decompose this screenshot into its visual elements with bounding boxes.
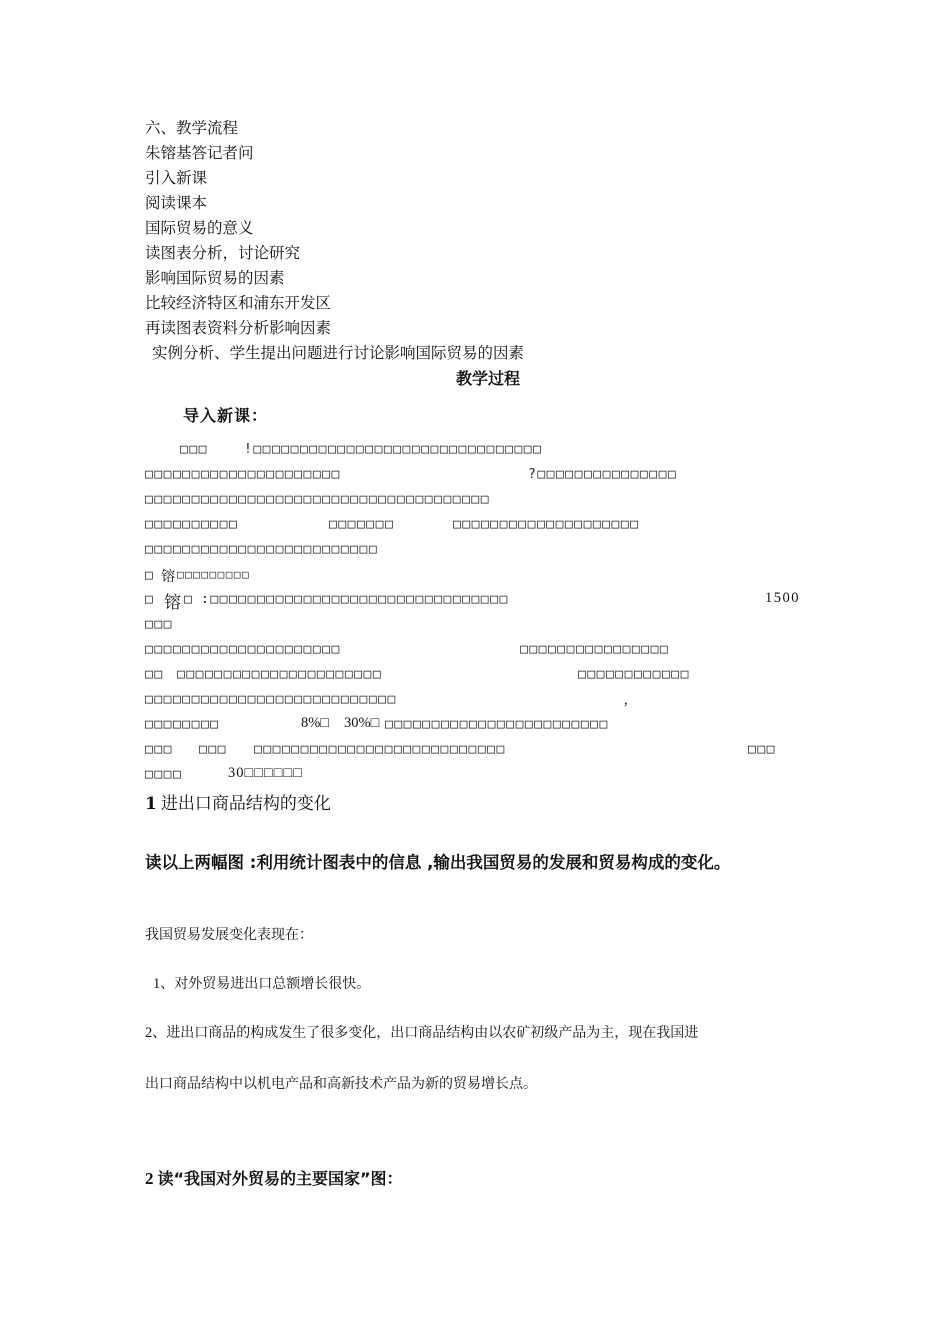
point-2-text: 、进出口商品的构成发生了很多变化，出口商品结构由以农矿初级产品为主，现在我国进 <box>152 1025 699 1041</box>
section2-number: 2 <box>145 1169 154 1188</box>
outline-item-last: 实例分析、学生提出问题进行讨论影响国际贸易的因素 <box>152 344 525 362</box>
section1-title: 进出口商品结构的变化 <box>160 794 331 814</box>
point-1-number: 1 <box>153 976 161 992</box>
garbled-text: □□□□□□□ <box>329 517 395 532</box>
garbled-text: □□□□□□□□□□□□□□□□□□□□□□□□□□□□□□□□□□□□□ <box>145 492 491 507</box>
outline-item-8: 再读图表资料分析影响因素 <box>145 319 332 337</box>
garbled-comma: , <box>624 692 628 708</box>
garbled-text: !□□□□□□□□□□□□□□□□□□□□□□□□□□□□□□□ <box>244 442 543 457</box>
garbled-text: □□□□□□□□□□□□□□□□□□□□□□□□□□□ <box>254 742 506 757</box>
garbled-text: □ <box>145 592 155 607</box>
garbled-text: □□□ <box>145 617 173 632</box>
section2-title: 读“我国对外贸易的主要国家”图： <box>157 1169 403 1188</box>
garbled-number: 1500 <box>765 590 800 606</box>
section1-task: 读以上两幅图 :利用统计图表中的信息 ,输出我国贸易的发展和贸易构成的变化。 <box>145 853 731 872</box>
outline-item-4: 国际贸易的意义 <box>145 219 254 237</box>
garbled-number <box>228 765 303 782</box>
outline-item-5: 读图表分析，讨论研究 <box>145 244 301 262</box>
garbled-text: □□□□□□□□□□□□□□□□□□□□□□□□□□□ <box>145 692 397 707</box>
garbled-number-text: 30□□□□□□ <box>228 765 304 781</box>
summary-heading: 我国贸易发展变化表现在： <box>145 927 313 943</box>
garbled-text: □□□ <box>199 742 227 757</box>
section1-number: 1 <box>145 794 157 814</box>
outline-item-6: 影响国际贸易的因素 <box>145 269 285 287</box>
garbled-text: ?□□□□□□□□□□□□□□□ <box>528 467 678 482</box>
garbled-number: 30%□ <box>344 715 380 731</box>
intro-heading: 导入新课： <box>183 406 269 425</box>
outline-item-7: 比较经济特区和浦东开发区 <box>145 294 332 312</box>
point-2-continuation: 出口商品结构中以机电产品和高新技术产品为新的贸易增长点。 <box>145 1076 537 1092</box>
outline-item-2: 引入新课 <box>145 169 208 187</box>
garbled-number: 8%□ <box>301 715 330 731</box>
garbled-text: □□□ <box>180 442 208 457</box>
point-2 <box>145 1022 698 1042</box>
garbled-text: □□□□□□□□□ <box>177 568 251 581</box>
garbled-text: □□□□□□□□□□□□□□□□□□□□ <box>453 517 640 532</box>
outline-item-3: 阅读课本 <box>145 194 208 212</box>
garbled-text: □□□ <box>748 742 776 757</box>
garbled-text: □□□□□□□□□□□□ <box>578 667 690 682</box>
garbled-text: □□□□□□□□□□□□□□□□ <box>520 642 670 657</box>
garbled-text: □ <box>184 592 194 607</box>
garbled-text: □□ <box>145 667 164 682</box>
garbled-char: 镕 <box>161 569 175 585</box>
garbled-text: □ <box>145 568 155 583</box>
point-2-number: 2 <box>145 1025 153 1041</box>
garbled-char: 镕 <box>164 593 181 613</box>
garbled-text: □□□□□□□□□□□□□□□□□□□□□□□□□ <box>145 542 379 557</box>
garbled-text: □□□□□□□□□□□□□□□□□□□□□□ <box>177 667 383 682</box>
section1-heading <box>145 789 331 814</box>
garbled-text: :□□□□□□□□□□□□□□□□□□□□□□□□□□□□□□□□ <box>201 592 509 607</box>
garbled-text: □□□□□□□□□□ <box>145 517 239 532</box>
process-title: 教学过程 <box>456 369 521 388</box>
section2-heading <box>145 1166 403 1189</box>
garbled-text: □□□ <box>145 742 173 757</box>
garbled-text: □□□□□□□□ <box>145 717 220 732</box>
point-1-text: 、对外贸易进出口总额增长很快。 <box>160 976 371 992</box>
garbled-text: □□□□ <box>145 767 183 782</box>
garbled-text: □□□□□□□□□□□□□□□□□□□□□ <box>145 467 341 482</box>
outline-item-1: 朱镕基答记者问 <box>145 144 254 162</box>
garbled-text: □□□□□□□□□□□□□□□□□□□□□□□□ <box>385 717 609 732</box>
outline-heading: 六、教学流程 <box>145 119 239 137</box>
garbled-text: □□□□□□□□□□□□□□□□□□□□□ <box>145 642 341 657</box>
point-1 <box>153 973 370 993</box>
